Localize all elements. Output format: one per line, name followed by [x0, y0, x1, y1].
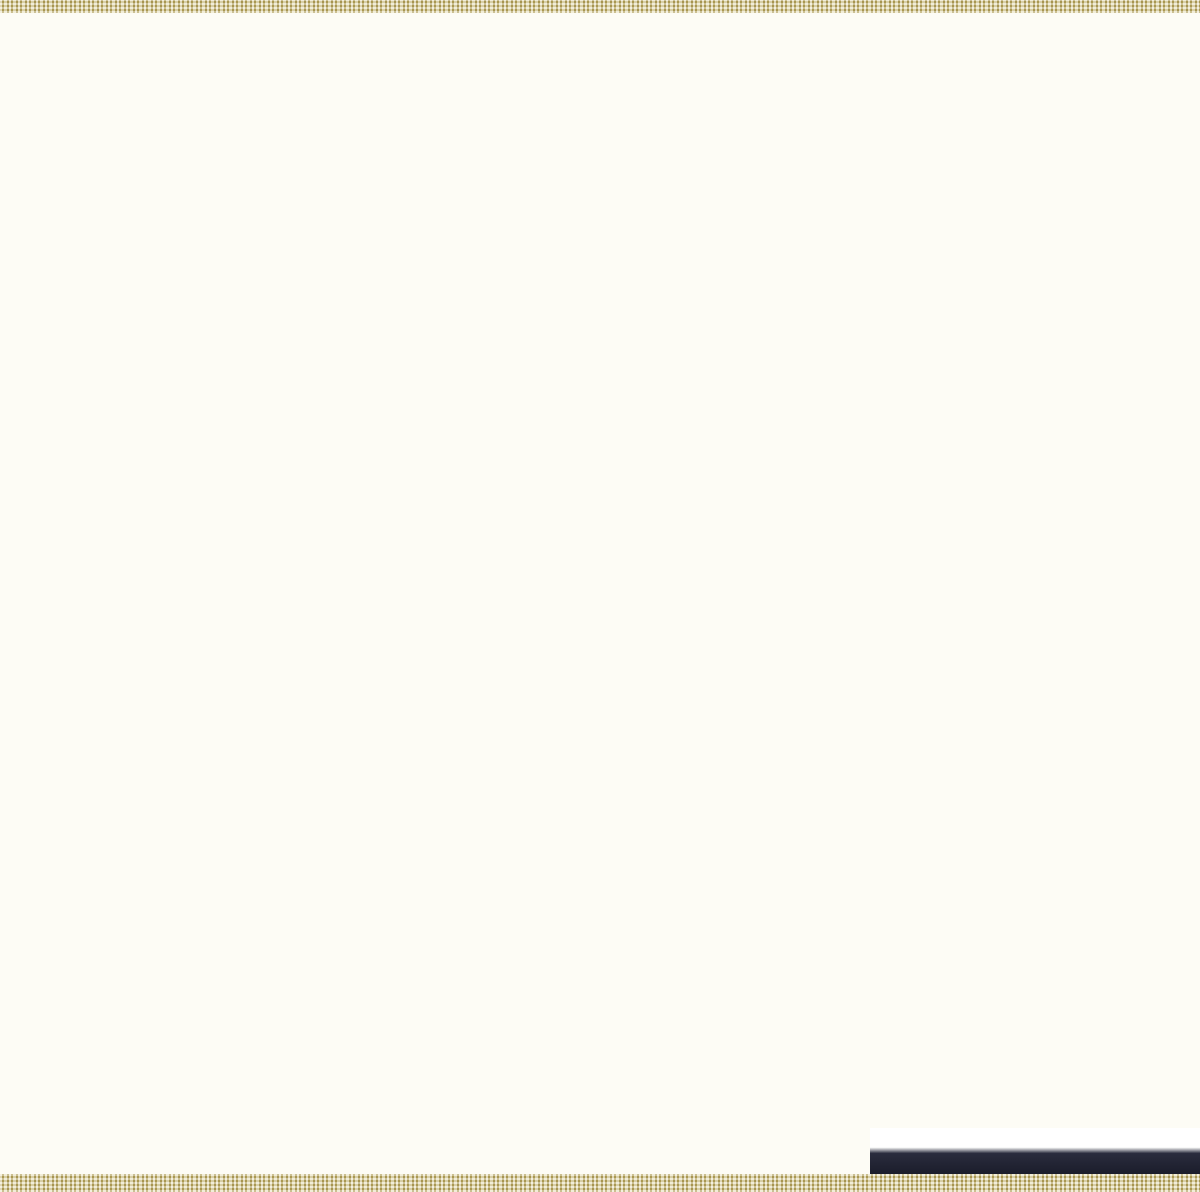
top-woven-border [0, 0, 1200, 13]
bottom-woven-border [0, 1174, 1200, 1192]
page-background [0, 13, 1200, 1174]
bottom-right-dark-strip [870, 1128, 1200, 1174]
